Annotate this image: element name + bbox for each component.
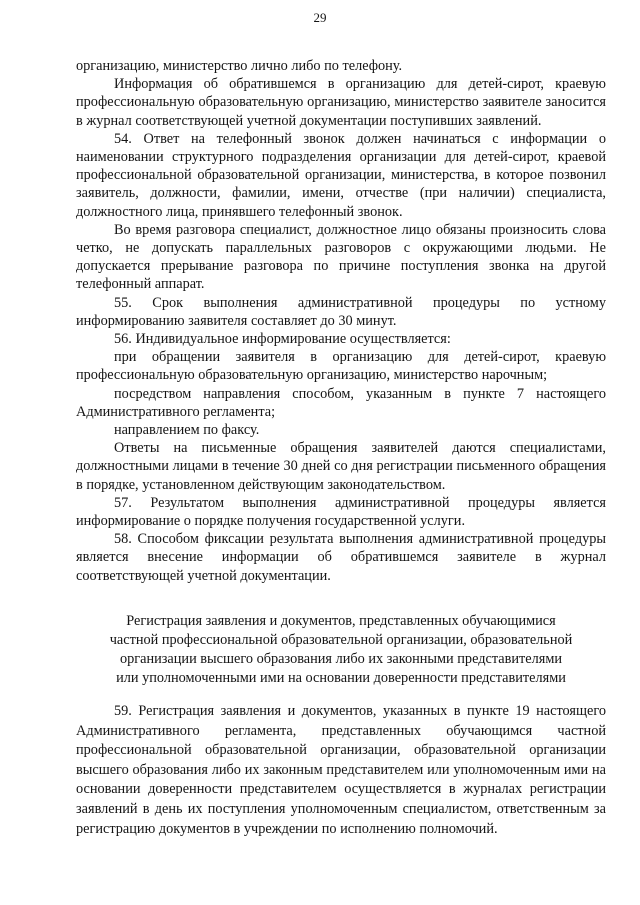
paragraph-56-item-2: посредством направления способом, указанным в пункте 7 настоящего Административного регламента; <box>76 385 606 420</box>
paragraph-conversation-rules: Во время разговора специалист, должностное лицо обязаны произносить слова четко, не допускать параллельных разговоров с окружающими людьми. Не допускается прерывание разговора по причине поступления звонка на другой телефонный аппарат. <box>76 221 606 293</box>
body-text-section <box>76 57 606 585</box>
body-text-section-2 <box>76 702 606 839</box>
heading-line: Регистрация заявления и документов, представленных обучающимися <box>126 613 556 629</box>
paragraph-54: 54. Ответ на телефонный звонок должен начинаться с информации о наименовании структурного подразделения организации для детей-сирот, краевой профессиональной образовательной организации, министерства, в которое позвонил заявитель, должности, фамилии, имени, отчестве (при наличии) специалиста, должностного лица, принявшего телефонный звонок. <box>76 130 606 220</box>
paragraph-56-item-3: направлением по факсу. <box>114 422 260 439</box>
paragraph-continuation: организацию, министерство лично либо по телефону. <box>76 58 403 74</box>
paragraph-57: 57. Результатом выполнения административной процедуры является информирование о порядке получения государственной услуги. <box>76 494 606 530</box>
paragraph-info-journal: Информация об обратившемся в организацию для детей-сирот, краевую профессиональную образовательную организацию, министерство заявителе заносится в журнал соответствующей учетной документации поступивших заявлений. <box>76 76 606 129</box>
paragraph-56: 56. Индивидуальное информирование осуществляется: <box>114 331 451 348</box>
paragraph-56-item-1: при обращении заявителя в организацию для детей-сирот, краевую профессиональную образовательную организацию, министерство нарочным; <box>76 349 606 384</box>
paragraph-58: 58. Способом фиксации результата выполнения административной процедуры является внесение информации об обратившемся заявителе в журнал соответствующей учетной документации. <box>76 531 606 584</box>
paragraph-59: 59. Регистрация заявления и документов, указанных в пункте 19 настоящего Административного регламента, представленных обучающимся частной профессиональной образовательной организации, образовательной организации высшего образования либо их законным представителем или уполномоченным ими на основании доверенности представителем осуществляется в журналах регистрации заявлений в день их поступления уполномоченным специалистом, ответственным за регистрацию документов в учреждении по исполнению полномочий. <box>76 703 606 837</box>
paragraph-55: 55. Срок выполнения административной процедуры по устному информированию заявителя составляет до 30 минут. <box>76 294 606 329</box>
heading-line: или уполномоченными ими на основании доверенности представителями <box>116 670 566 686</box>
heading-line: организации высшего образования либо их законными представителями <box>119 651 563 667</box>
heading-line: частной профессиональной образовательной организации, образовательной <box>109 632 573 648</box>
paragraph-written-answers: Ответы на письменные обращения заявителей даются специалистами, должностными лицами в течение 30 дней со дня регистрации письменного обращения в порядке, установленном действующим законодательством. <box>76 440 606 493</box>
section-heading <box>76 612 606 688</box>
page-number: 29 <box>313 10 327 25</box>
